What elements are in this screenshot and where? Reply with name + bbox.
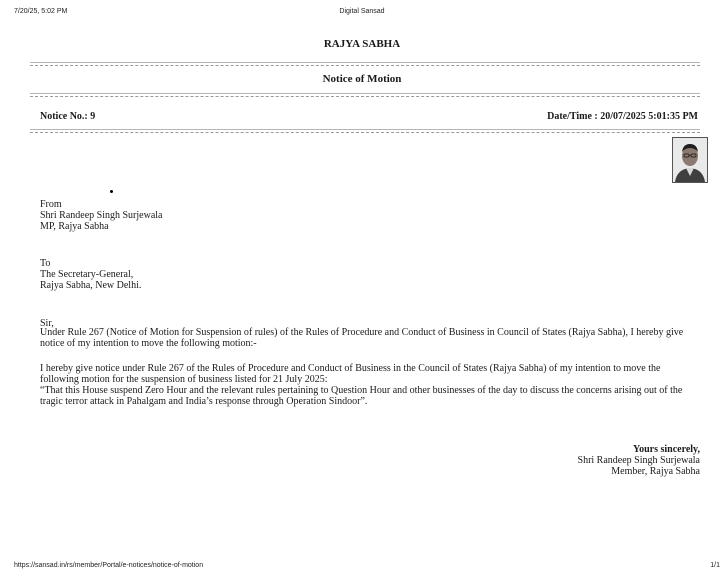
from-designation: MP, Rajya Sabha <box>40 221 109 232</box>
from-label: From <box>40 199 62 210</box>
divider-top-dashed <box>30 65 700 66</box>
print-timestamp: 7/20/25, 5:02 PM <box>14 8 68 15</box>
salutation: Sir, <box>40 318 54 329</box>
from-name: Shri Randeep Singh Surjewala <box>40 210 163 221</box>
divider-middle-dashed <box>30 96 700 97</box>
print-url: https://sansad.in/rs/member/Portal/e-notices/notice-of-motion <box>14 562 204 569</box>
print-site-title: Digital Sansad <box>339 8 385 15</box>
print-page-count: 1/1 <box>710 562 720 569</box>
signatory-designation: Member, Rajya Sabha <box>611 466 700 477</box>
notice-number: Notice No.: 9 <box>40 111 96 122</box>
signatory-name: Shri Randeep Singh Surjewala <box>577 455 700 466</box>
divider-top <box>30 62 700 63</box>
divider-middle <box>30 93 700 94</box>
paragraph-motion-text: “That this House suspend Zero Hour and the relevant rules pertaining to Question Hour and other businesses of the day to discuss the concerns arising out of the tragic terror attack in Pahalgam and India’s response through Operation Sindoor”. <box>40 385 683 407</box>
to-label: To <box>40 258 51 269</box>
member-photo <box>672 137 708 183</box>
notice-datetime: Date/Time : 20/07/2025 5:01:35 PM <box>547 111 698 122</box>
notice-title: Notice of Motion <box>322 73 402 85</box>
member-portrait-icon <box>673 138 707 182</box>
to-address: Rajya Sabha, New Delhi. <box>40 280 142 291</box>
divider-bottom-dashed <box>30 132 700 133</box>
house-title: RAJYA SABHA <box>323 38 401 50</box>
to-name: The Secretary-General, <box>40 269 134 280</box>
paragraph-motion-notice: I hereby give notice under Rule 267 of the Rules of Procedure and Conduct of Business in the Council of States (Rajya Sabha) of my intention to move the following motion for the suspension of business listed for 21 July 2025: <box>40 363 661 385</box>
divider-bottom <box>30 129 700 130</box>
stray-dot <box>110 190 113 193</box>
paragraph-rule-267: Under Rule 267 (Notice of Motion for Suspension of rules) of the Rules of Procedure and Conduct of Business in Council of States (Rajya Sabha), I hereby give notice of my intention to move the following motion:- <box>40 327 684 349</box>
closing: Yours sincerely, <box>632 444 700 455</box>
